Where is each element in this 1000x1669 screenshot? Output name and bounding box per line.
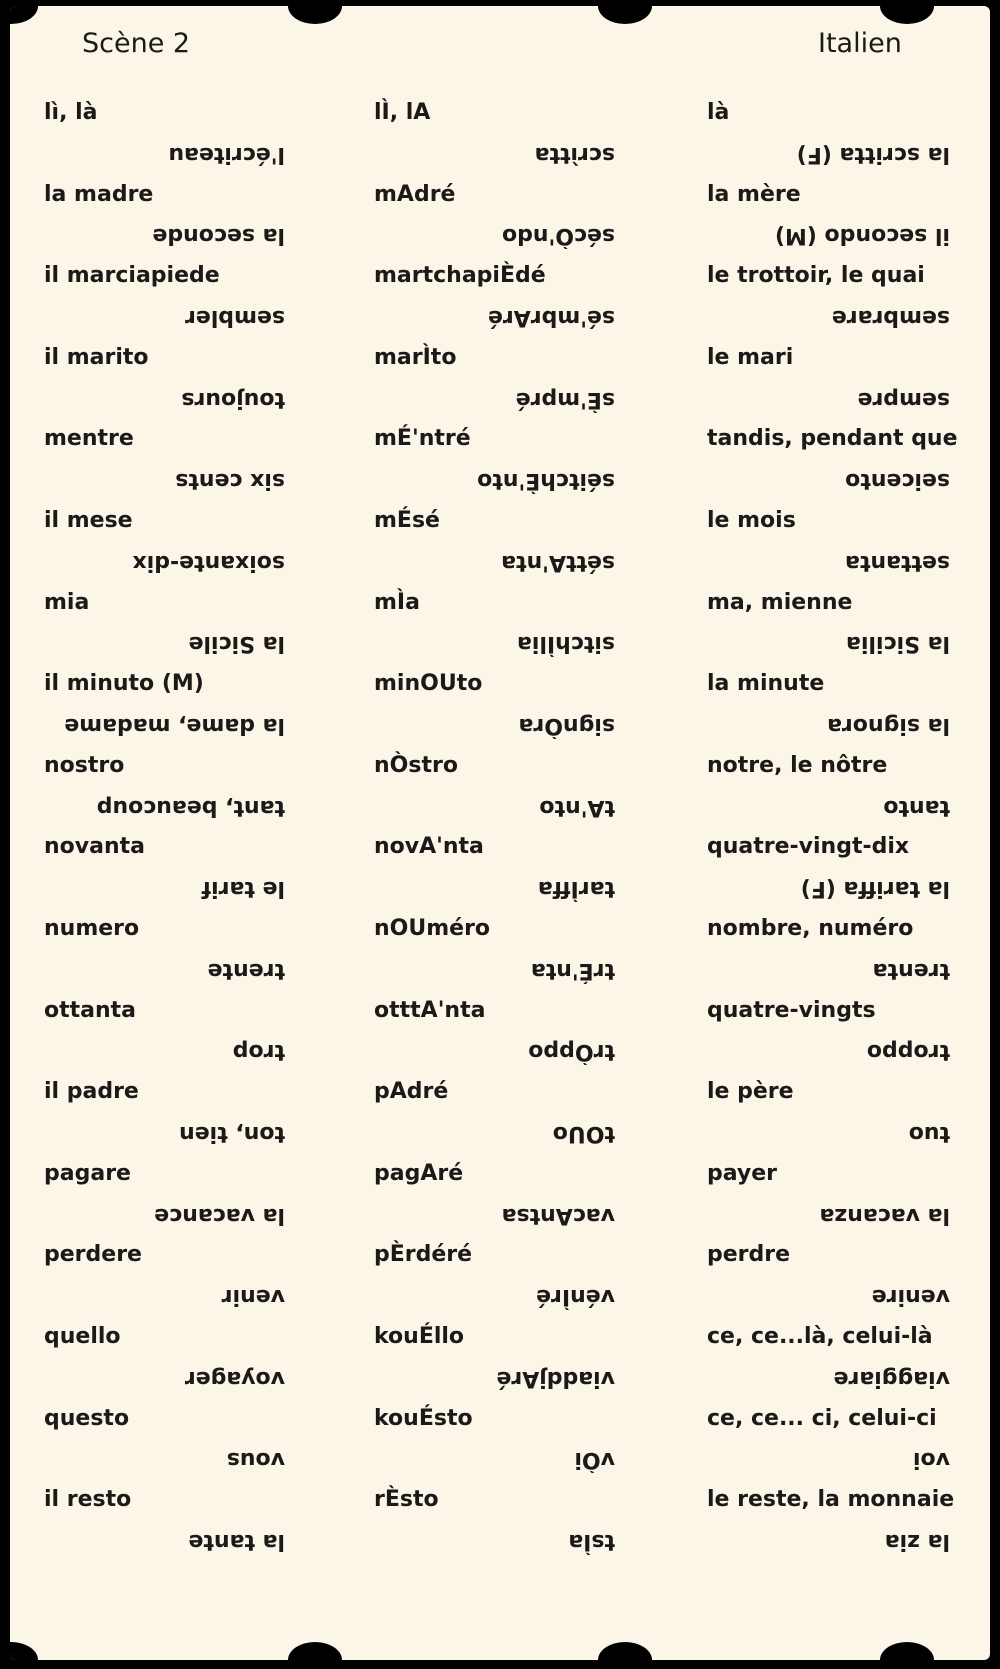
italian-word: mia: [44, 589, 90, 615]
italian-word: lì, là: [44, 100, 98, 125]
vocabulary-card: [10, 6, 990, 1660]
inverted-row: [10, 380, 990, 421]
italian-word: sempre: [857, 386, 950, 412]
punch-hole: [598, 1642, 652, 1660]
french-translation: le reste, la monnaie: [707, 1487, 955, 1513]
french-translation: quatre-vingt-dix: [707, 834, 910, 860]
pronunciation: vénÌré: [536, 1284, 615, 1310]
inverted-row: [10, 1114, 990, 1155]
italian-word: novanta: [44, 834, 145, 860]
inverted-row: [10, 706, 990, 747]
french-translation: la dame, madame: [64, 712, 285, 738]
french-translation: vous: [226, 1447, 285, 1473]
italian-word: la madre: [44, 181, 154, 207]
french-translation: la minute: [707, 671, 825, 697]
pronunciation: kouÉllo: [374, 1323, 465, 1349]
french-translation: six cents: [175, 468, 285, 494]
italian-word: la zia: [884, 1528, 950, 1554]
inverted-row: [10, 1440, 990, 1481]
pronunciation: scrìtta: [534, 141, 615, 167]
pronunciation: martchapiÈdé: [374, 263, 546, 289]
french-translation: voyager: [184, 1365, 285, 1391]
french-translation: sembler: [185, 304, 285, 330]
french-translation: ma, mienne: [707, 589, 853, 615]
pronunciation: pÈrdéré: [374, 1242, 473, 1268]
pronunciation: kouÉsto: [374, 1405, 473, 1431]
italian-word: questo: [44, 1405, 130, 1431]
language-title: Italien: [818, 28, 902, 59]
pronunciation: sÈ'mpré: [515, 386, 615, 412]
italian-word: settanta: [845, 549, 950, 575]
french-translation: trop: [232, 1039, 285, 1065]
inverted-row: [10, 624, 990, 665]
french-translation: tant, beaucoup: [96, 794, 285, 820]
italian-word: seicento: [845, 468, 950, 494]
french-translation: le tarif: [201, 876, 285, 902]
punch-hole: [880, 1642, 934, 1660]
inverted-row: [10, 461, 990, 502]
pronunciation: mÉ'ntré: [374, 426, 471, 452]
italian-word: quello: [44, 1323, 121, 1349]
pronunciation: viaddjAré: [496, 1365, 615, 1391]
inverted-row: [10, 216, 990, 257]
italian-word: il minuto (M): [44, 671, 204, 697]
inverted-row: [10, 1032, 990, 1073]
french-translation: tandis, pendant que: [707, 426, 958, 452]
french-translation: nombre, numéro: [707, 915, 914, 941]
upright-row: [10, 828, 990, 869]
upright-row: [10, 1073, 990, 1114]
italian-word: il padre: [44, 1079, 139, 1105]
upright-row: [10, 1481, 990, 1522]
italian-word: numero: [44, 915, 140, 941]
pronunciation: nOUméro: [374, 915, 491, 941]
italian-word: il mese: [44, 507, 133, 533]
italian-word: nostro: [44, 752, 125, 778]
pronunciation: sécÒ'ndo: [501, 223, 615, 249]
upright-row: [10, 910, 990, 951]
pronunciation: lÌ, lA: [374, 100, 431, 125]
pronunciation: otttA'nta: [374, 997, 486, 1023]
pronunciation: pAdré: [374, 1079, 449, 1105]
italian-word: il marito: [44, 344, 149, 370]
pronunciation: pagAré: [374, 1160, 464, 1186]
upright-row: [10, 420, 990, 461]
scene-title: Scène 2: [82, 28, 191, 59]
french-translation: soixante-dix: [132, 549, 285, 575]
inverted-row: [10, 788, 990, 829]
french-translation: toujours: [181, 386, 285, 412]
pronunciation: signÒra: [518, 712, 615, 738]
pronunciation: vacAntsa: [501, 1202, 615, 1228]
upright-row: [10, 992, 990, 1033]
italian-word: mentre: [44, 426, 134, 452]
french-translation: la mère: [707, 181, 801, 207]
upright-row: [10, 94, 990, 135]
italian-word: troppo: [866, 1039, 950, 1065]
pronunciation: tsÌa: [568, 1528, 615, 1554]
italian-word: tuo: [908, 1120, 950, 1146]
french-translation: ce, ce... ci, celui-ci: [707, 1405, 937, 1431]
upright-row: [10, 1236, 990, 1277]
italian-word: viaggiare: [833, 1365, 950, 1391]
french-translation: le père: [707, 1079, 794, 1105]
italian-word: pagare: [44, 1160, 131, 1186]
pronunciation: nÒstro: [374, 752, 458, 778]
french-translation: payer: [707, 1160, 778, 1186]
french-translation: là: [707, 100, 730, 125]
punch-hole: [10, 6, 38, 24]
upright-row: [10, 502, 990, 543]
french-translation: l'écriteau: [168, 141, 285, 167]
french-translation: la Sicile: [188, 631, 285, 657]
italian-word: voi: [913, 1447, 950, 1473]
italian-word: tanto: [883, 794, 950, 820]
french-translation: venir: [221, 1284, 285, 1310]
punch-hole: [288, 1642, 342, 1660]
inverted-row: [10, 951, 990, 992]
upright-row: [10, 1400, 990, 1441]
inverted-row: [10, 869, 990, 910]
pronunciation: minOUto: [374, 671, 483, 697]
pronunciation: rÈsto: [374, 1487, 439, 1513]
pronunciation: mÉsé: [374, 507, 440, 533]
italian-word: il secondo (M): [774, 223, 950, 249]
french-translation: la tante: [188, 1528, 285, 1554]
italian-word: la tariffa (F): [800, 876, 950, 902]
french-translation: la seconde: [152, 223, 285, 249]
upright-row: [10, 1318, 990, 1359]
inverted-row: [10, 298, 990, 339]
punch-hole: [598, 6, 652, 24]
upright-row: [10, 257, 990, 298]
upright-row: [10, 339, 990, 380]
inverted-row: [10, 1196, 990, 1237]
upright-row: [10, 665, 990, 706]
upright-row: [10, 584, 990, 625]
pronunciation: mÌa: [374, 589, 420, 615]
italian-word: la vacanza: [819, 1202, 950, 1228]
punch-hole: [10, 1642, 38, 1660]
upright-row: [10, 747, 990, 788]
italian-word: sembrare: [831, 304, 950, 330]
italian-word: la scritta (F): [796, 141, 950, 167]
french-translation: ce, ce...là, celui-là: [707, 1323, 933, 1349]
pronunciation: novA'nta: [374, 834, 484, 860]
pronunciation: marÌto: [374, 344, 457, 370]
italian-word: il resto: [44, 1487, 132, 1513]
punch-hole: [880, 6, 934, 24]
inverted-row: [10, 1522, 990, 1563]
italian-word: la signora: [827, 712, 950, 738]
pronunciation: trÒppo: [528, 1039, 615, 1065]
vocabulary-list: [10, 94, 990, 1563]
french-translation: le mois: [707, 507, 796, 533]
italian-word: trenta: [872, 957, 950, 983]
punch-hole: [288, 6, 342, 24]
pronunciation: mAdré: [374, 181, 456, 207]
inverted-row: [10, 543, 990, 584]
french-translation: la vacance: [154, 1202, 285, 1228]
inverted-row: [10, 135, 990, 176]
french-translation: ton, tien: [179, 1120, 285, 1146]
pronunciation: sé'mbrAré: [487, 304, 615, 330]
italian-word: venire: [871, 1284, 950, 1310]
inverted-row: [10, 1277, 990, 1318]
pronunciation: tOUo: [552, 1120, 615, 1146]
italian-word: ottanta: [44, 997, 137, 1023]
french-translation: trente: [207, 957, 285, 983]
italian-word: il marciapiede: [44, 263, 220, 289]
french-translation: notre, le nôtre: [707, 752, 888, 778]
inverted-row: [10, 1359, 990, 1400]
french-translation: quatre-vingts: [707, 997, 876, 1023]
pronunciation: séitchÈ'nto: [477, 468, 615, 494]
pronunciation: séttA'nta: [501, 549, 615, 575]
pronunciation: trÉ'nta: [530, 957, 615, 983]
pronunciation: sitchÌlia: [517, 631, 615, 657]
italian-word: la Sicilia: [846, 631, 950, 657]
upright-row: [10, 1155, 990, 1196]
french-translation: le trottoir, le quai: [707, 263, 925, 289]
pronunciation: tarÌffa: [537, 876, 615, 902]
pronunciation: tA'nto: [539, 794, 615, 820]
french-translation: perdre: [707, 1242, 791, 1268]
french-translation: le mari: [707, 344, 794, 370]
pronunciation: vÒi: [574, 1447, 615, 1473]
italian-word: perdere: [44, 1242, 142, 1268]
upright-row: [10, 176, 990, 217]
